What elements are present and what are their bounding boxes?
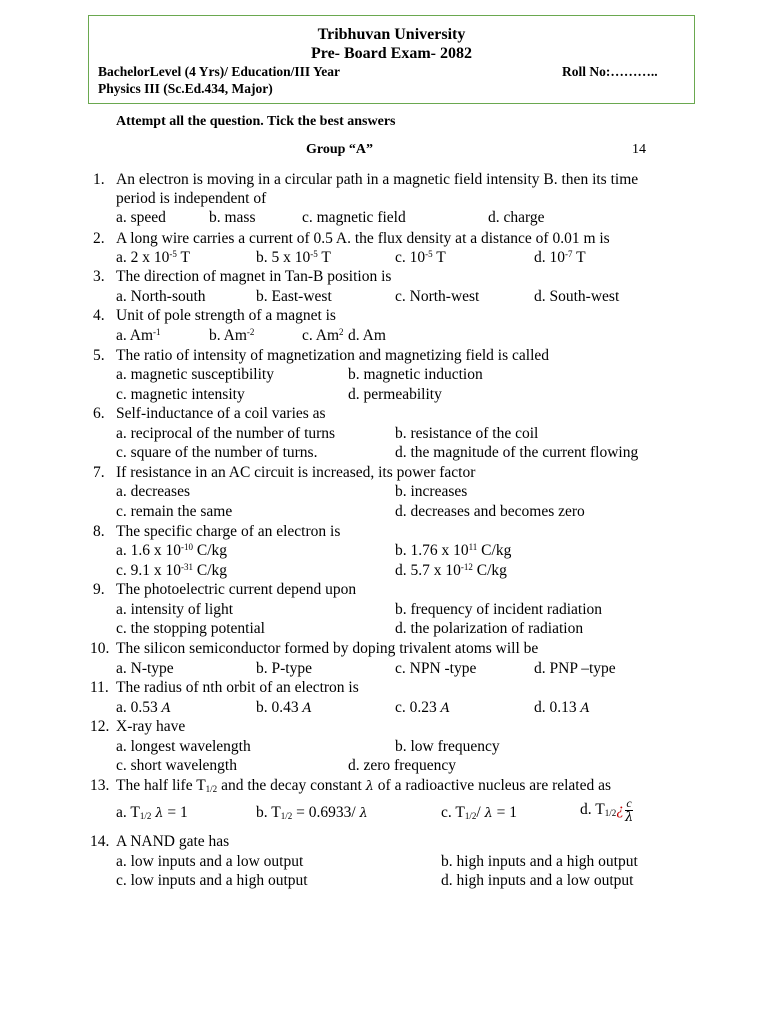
option-9c[interactable]: c. the stopping potential <box>116 620 265 637</box>
option-14a[interactable]: a. low inputs and a low output <box>116 853 304 870</box>
group-marks: 14 <box>632 142 646 157</box>
group-label: Group “A” <box>306 142 374 157</box>
option-2d[interactable]: d. $10^{-7}$ T <box>534 249 586 266</box>
option-7a[interactable]: a. decreases <box>116 483 191 500</box>
option-5c[interactable]: c. magnetic intensity <box>116 386 245 403</box>
option-9a[interactable]: a. intensity of light <box>116 601 234 618</box>
option-7b[interactable]: b. increases <box>395 483 468 500</box>
option-1b[interactable]: b. mass <box>209 209 256 226</box>
exam-header <box>88 15 695 104</box>
option-7c[interactable]: c. remain the same <box>116 503 233 520</box>
option-3b[interactable]: b. East-west <box>256 288 332 305</box>
option-6c[interactable]: c. square of the number of turns. <box>116 444 318 461</box>
option-4c[interactable]: c. Am$^2$ <box>302 327 344 344</box>
university-name: Tribhuvan University <box>317 26 466 43</box>
question-1-line2: period is independent of <box>116 190 267 207</box>
option-3a[interactable]: a. North-south <box>116 288 206 305</box>
option-9d[interactable]: d. the polarization of radiation <box>395 620 584 637</box>
option-7d[interactable]: d. decreases and becomes zero <box>395 503 585 520</box>
option-13c[interactable]: c. $T_{1/2}/$ λ = 1 <box>441 804 518 821</box>
subject-line: Physics III (Sc.Ed.434, Major) <box>98 81 273 96</box>
option-11d[interactable]: d. 0.13 A <box>534 699 590 716</box>
level-line: BachelorLevel (4 Yrs)/ Education/III Year <box>98 64 340 79</box>
option-4d[interactable]: d. Am <box>348 327 386 344</box>
option-5b[interactable]: b. magnetic induction <box>348 366 483 383</box>
option-11a[interactable]: a. 0.53 A <box>116 699 172 716</box>
fraction-c-over-lambda: $\frac{c}{\lambda}$ <box>624 796 634 825</box>
option-2a[interactable]: a. 2 x $10^{-5}$ T <box>116 249 190 266</box>
option-11c[interactable]: c. 0.23 A <box>395 699 451 716</box>
option-12a[interactable]: a. longest wavelength <box>116 738 251 755</box>
option-6d[interactable]: d. the magnitude of the current flowing <box>395 444 639 461</box>
option-9b[interactable]: b. frequency of incident radiation <box>395 601 603 618</box>
option-8d[interactable]: d. 5.7 x $10^{-12}$ C/kg <box>395 562 507 579</box>
option-8b[interactable]: b. 1.76 x $10^{11}$ C/kg <box>395 542 512 559</box>
option-6b[interactable]: b. resistance of the coil <box>395 425 539 442</box>
option-12d[interactable]: d. zero frequency <box>348 757 457 774</box>
option-6a[interactable]: a. reciprocal of the number of turns <box>116 425 336 442</box>
option-11b[interactable]: b. 0.43 A <box>256 699 312 716</box>
option-14d[interactable]: d. high inputs and a low output <box>441 872 634 889</box>
roll-number: Roll No:……….. <box>562 64 658 79</box>
option-14c[interactable]: c. low inputs and a high output <box>116 872 308 889</box>
option-8a[interactable]: a. 1.6 x $10^{-10}$ C/kg <box>116 542 228 559</box>
option-4a[interactable]: a. $Am^{-1}$ <box>116 327 161 344</box>
option-2b[interactable]: b. 5 x $10^{-5}$ T <box>256 249 331 266</box>
option-3d[interactable]: d. South-west <box>534 288 620 305</box>
option-12b[interactable]: b. low frequency <box>395 738 500 755</box>
option-10b[interactable]: b. P-type <box>256 660 312 677</box>
option-3c[interactable]: c. North-west <box>395 288 480 305</box>
option-4b[interactable]: b. $Am^{-2}$ <box>209 327 255 344</box>
option-12c[interactable]: c. short wavelength <box>116 757 237 774</box>
option-13a[interactable]: a. $T_{1/2}$ λ = 1 <box>116 804 188 821</box>
instruction: Attempt all the question. Tick the best answers <box>116 114 396 129</box>
option-2c[interactable]: c. $10^{-5}$ T <box>395 249 446 266</box>
option-10d[interactable]: d. PNP –type <box>534 660 616 677</box>
option-13b[interactable]: b. $T_{1/2} = 0.6933/$ λ <box>256 804 368 821</box>
option-13d[interactable]: d. $T_{1/2}¿$ $\frac{c}{\lambda}$ <box>580 796 634 825</box>
option-10c[interactable]: c. NPN -type <box>395 660 477 677</box>
option-14b[interactable]: b. high inputs and a high output <box>441 853 638 870</box>
option-10a[interactable]: a. N-type <box>116 660 174 677</box>
option-8c[interactable]: c. 9.1 x $10^{-31}$ C/kg <box>116 562 228 579</box>
option-5a[interactable]: a. magnetic susceptibility <box>116 366 274 383</box>
option-5d[interactable]: d. permeability <box>348 386 442 403</box>
option-1d[interactable]: d. charge <box>488 209 545 226</box>
option-1c[interactable]: c. magnetic field <box>302 209 406 226</box>
exam-title: Pre- Board Exam- 2082 <box>310 45 472 62</box>
option-1a[interactable]: a. speed <box>116 209 166 226</box>
